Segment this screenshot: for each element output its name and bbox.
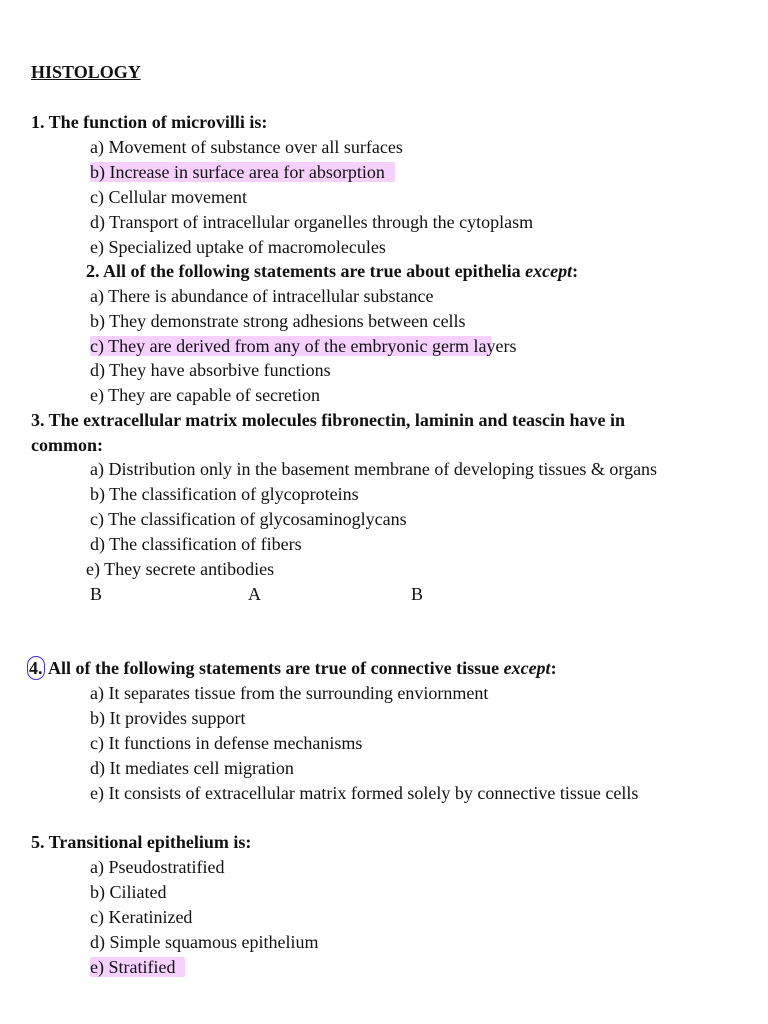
q2-stem-text: 2. All of the following statements are true about epithelia	[86, 261, 526, 281]
q5-option-c: c) Keratinized	[90, 907, 193, 927]
q5-option-b: b) Ciliated	[90, 882, 167, 902]
q3-option-d: d) The classification of fibers	[90, 534, 302, 554]
answer-key-3: B	[411, 584, 424, 604]
q4-stem-colon: :	[550, 658, 557, 678]
question-2-stem	[86, 259, 578, 284]
question-1-stem: 1. The function of microvilli is:	[31, 112, 268, 132]
q1-option-e: e) Specialized uptake of macromolecules	[90, 237, 386, 257]
answer-key-2: A	[248, 584, 261, 604]
q2-option-c	[90, 334, 517, 359]
q2-option-a: a) There is abundance of intracellular substance	[90, 286, 434, 306]
q1-option-a: a) Movement of substance over all surfaces	[90, 137, 403, 157]
question-3-stem-line1: 3. The extracellular matrix molecules fibronectin, laminin and teascin have in	[31, 410, 625, 430]
q2-option-d: d) They have absorbive functions	[90, 360, 331, 380]
highlighted-answer: e) Stratified	[90, 957, 185, 977]
q2-stem-except: except	[525, 261, 573, 281]
q3-option-b: b) The classification of glycoproteins	[90, 484, 359, 504]
question-4-stem	[31, 656, 557, 681]
q4-option-e: e) It consists of extracellular matrix formed solely by connective tissue cells	[90, 783, 639, 803]
q5-option-a: a) Pseudostratified	[90, 857, 225, 877]
circled-question-number: 4.	[29, 658, 43, 678]
q3-option-e: e) They secrete antibodies	[86, 559, 275, 579]
q4-option-b: b) It provides support	[90, 708, 246, 728]
question-3-stem-line2: common:	[31, 435, 103, 455]
q2-stem-colon: :	[572, 261, 579, 281]
q3-option-c: c) The classification of glycosaminoglycans	[90, 509, 407, 529]
q1-option-c: c) Cellular movement	[90, 187, 247, 207]
q1-option-b	[90, 160, 395, 185]
q4-stem-except: except	[503, 658, 551, 678]
answer-key-1: B	[90, 584, 103, 604]
highlighted-answer: c) They are derived from any of the embryonic germ layers	[90, 336, 517, 356]
q4-option-d: d) It mediates cell migration	[90, 758, 294, 778]
q5-option-e	[90, 955, 185, 980]
question-5-stem: 5. Transitional epithelium is:	[31, 832, 252, 852]
q4-stem-text: All of the following statements are true of connective tissue	[44, 658, 504, 678]
q2-option-b: b) They demonstrate strong adhesions between cells	[90, 311, 466, 331]
page-title: HISTOLOGY	[31, 62, 141, 82]
q4-option-a: a) It separates tissue from the surrounding enviornment	[90, 683, 489, 703]
q3-option-a: a) Distribution only in the basement membrane of developing tissues & organs	[90, 459, 658, 479]
q4-option-c: c) It functions in defense mechanisms	[90, 733, 363, 753]
q1-option-d: d) Transport of intracellular organelles through the cytoplasm	[90, 212, 534, 232]
q2-option-e: e) They are capable of secretion	[90, 385, 321, 405]
q5-option-d: d) Simple squamous epithelium	[90, 932, 319, 952]
highlighted-answer: b) Increase in surface area for absorption	[90, 162, 395, 182]
